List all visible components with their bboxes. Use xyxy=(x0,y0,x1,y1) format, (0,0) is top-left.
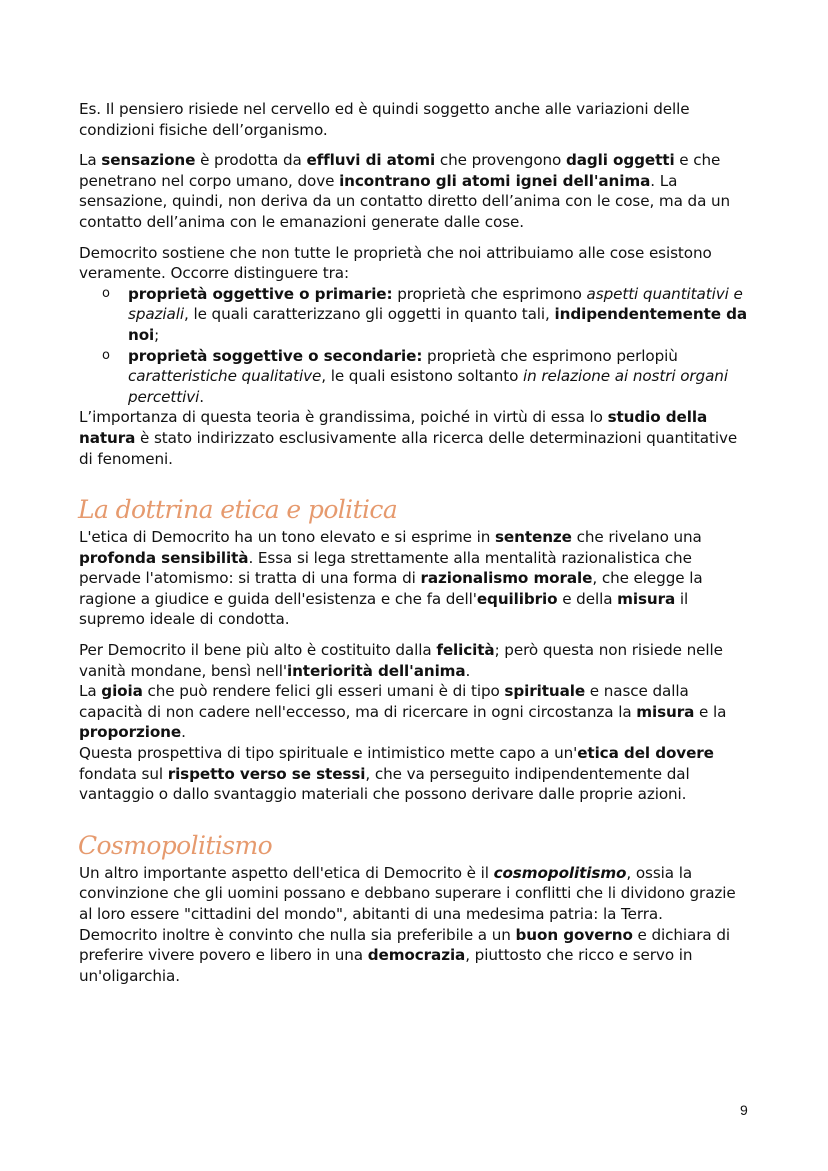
properties-list xyxy=(79,284,749,408)
page-number: 9 xyxy=(740,1102,748,1118)
example-paragraph: Es. Il pensiero risiede nel cervello ed è quindi soggetto anche alle variazioni delle condizioni fisiche dell’organismo. xyxy=(79,100,690,139)
cosmo-paragraph-1: Un altro importante aspetto dell'etica di Democrito è il cosmopolitismo, ossia la convinzione che gli uomini possano e debbano superare i conflitti che li dividono grazie al loro essere "cittadini del mondo", abitanti di una medesima patria: la Terra. xyxy=(79,863,736,923)
list-item: o proprietà oggettive o primarie: proprietà che esprimono aspetti quantitativi e spaziali, le quali caratterizzano gli oggetti in quanto tali, indipendentemente da noi; xyxy=(102,284,748,344)
document-page xyxy=(79,99,749,986)
bullet-circle-icon: o xyxy=(102,285,110,301)
section-heading-etica: La dottrina etica e politica xyxy=(78,495,398,525)
etica-paragraph-2: Per Democrito il bene più alto è costituito dalla felicità; però questa non risiede nelle vanità mondane, bensì nell'interiorità dell'anima. xyxy=(79,641,723,680)
etica-paragraph-3: La gioia che può rendere felici gli esseri umani è di tipo spirituale e nasce dalla capacità di non cadere nell'eccesso, ma di ricercare in ogni circostanza la misura e la proporzione. xyxy=(79,682,727,742)
etica-paragraph-4: Questa prospettiva di tipo spirituale e intimistico mette capo a un'etica del dovere fondata sul rispetto verso se stessi, che va perseguito indipendentemente dal vantaggio o dallo svantaggio materiali che possono derivare dalle proprie azioni. xyxy=(79,744,714,804)
proprieta-lead-paragraph: Democrito sostiene che non tutte le proprietà che noi attribuiamo alle cose esistono veramente. Occorre distinguere tra: xyxy=(79,243,712,283)
etica-paragraph-1: L'etica di Democrito ha un tono elevato e si esprime in sentenze che rivelano una profonda sensibilità. Essa si lega strettamente alla mentalità razionalistica che pervade l'atomismo: si tratta di una forma di razionalismo morale, che elegge la ragione a giudice e guida dell'esistenza e che fa dell'equilibrio e della misura il supremo ideale di condotta. xyxy=(79,528,703,629)
list-item: o proprietà soggettive o secondarie: proprietà che esprimono perlopiù caratteristiche qualitative, le quali esistono soltanto in relazione ai nostri organi percettivi. xyxy=(102,346,728,406)
importanza-paragraph: L’importanza di questa teoria è grandissima, poiché in virtù di essa lo studio della natura è stato indirizzato esclusivamente alla ricerca delle determinazioni quantitative di fenomeni. xyxy=(79,408,738,468)
section-heading-cosmopolitismo: Cosmopolitismo xyxy=(78,830,273,860)
sensazione-paragraph: La sensazione è prodotta da effluvi di atomi che provengono dagli oggetti e che penetrano nel corpo umano, dove incontrano gli atomi ignei dell'anima. La sensazione, quindi, non deriva da un contatto diretto dell’anima con le cose, ma da un contatto dell’anima con le emanazioni generate dalle cose. xyxy=(79,151,731,231)
cosmo-paragraph-2: Democrito inoltre è convinto che nulla sia preferibile a un buon governo e dichiara di preferire vivere povero e libero in una democrazia, piuttosto che ricco e servo in un'oligarchia. xyxy=(79,925,730,985)
bullet-circle-icon: o xyxy=(102,347,110,363)
